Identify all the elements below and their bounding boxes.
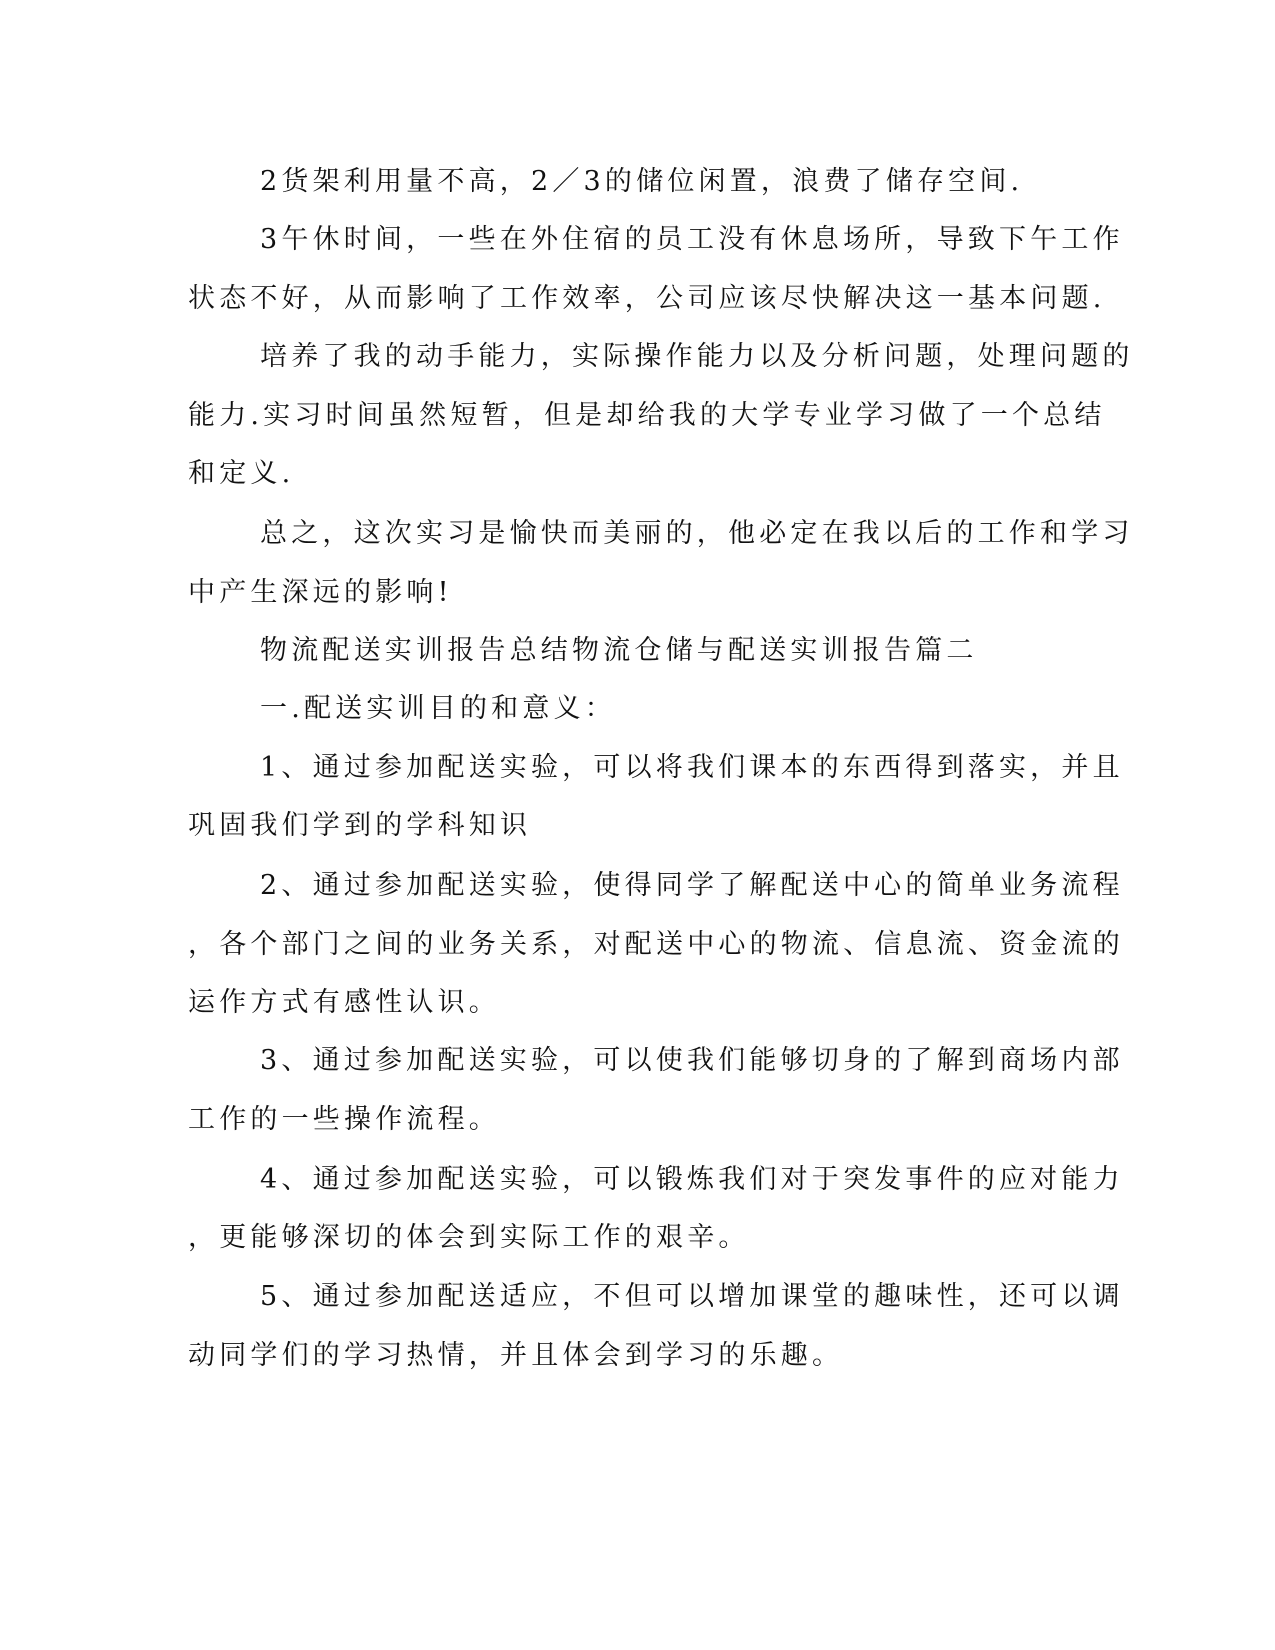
paragraph-line: 2货架利用量不高，2／3的储位闲置，浪费了储存空间. bbox=[260, 166, 1024, 197]
list-item-line: 工作的一些操作流程。 bbox=[188, 1104, 500, 1135]
list-item-line: 运作方式有感性认识。 bbox=[188, 987, 500, 1018]
paragraph-line: 培养了我的动手能力，实际操作能力以及分析问题，处理问题的 bbox=[260, 341, 1134, 372]
paragraph-line: 和定义. bbox=[188, 458, 295, 489]
list-item-line: 动同学们的学习热情，并且体会到学习的乐趣。 bbox=[188, 1340, 844, 1371]
paragraph-line: 状态不好，从而影响了工作效率，公司应该尽快解决这一基本问题. bbox=[188, 283, 1106, 314]
list-item-line: 2、通过参加配送实验，使得同学了解配送中心的简单业务流程 bbox=[260, 870, 1124, 901]
paragraph-line: 总之，这次实习是愉快而美丽的，他必定在我以后的工作和学习 bbox=[260, 518, 1134, 549]
list-item-line: 1、通过参加配送实验，可以将我们课本的东西得到落实，并且 bbox=[260, 752, 1124, 783]
paragraph-line: 3午休时间，一些在外住宿的员工没有休息场所，导致下午工作 bbox=[260, 224, 1124, 255]
list-item-line: ，各个部门之间的业务关系，对配送中心的物流、信息流、资金流的 bbox=[188, 929, 1124, 960]
subsection-heading: 一.配送实训目的和意义： bbox=[260, 693, 616, 724]
list-item-line: 3、通过参加配送实验，可以使我们能够切身的了解到商场内部 bbox=[260, 1045, 1124, 1076]
paragraph-line: 中产生深远的影响! bbox=[188, 577, 453, 608]
list-item-line: 5、通过参加配送适应，不但可以增加课堂的趣味性，还可以调 bbox=[260, 1281, 1124, 1312]
paragraph-line: 能力.实习时间虽然短暂，但是却给我的大学专业学习做了一个总结 bbox=[188, 400, 1106, 431]
section-heading: 物流配送实训报告总结物流仓储与配送实训报告篇二 bbox=[260, 635, 978, 666]
list-item-line: 巩固我们学到的学科知识 bbox=[188, 810, 532, 841]
list-item-line: ，更能够深切的体会到实际工作的艰辛。 bbox=[188, 1222, 750, 1253]
list-item-line: 4、通过参加配送实验，可以锻炼我们对于突发事件的应对能力 bbox=[260, 1164, 1124, 1195]
